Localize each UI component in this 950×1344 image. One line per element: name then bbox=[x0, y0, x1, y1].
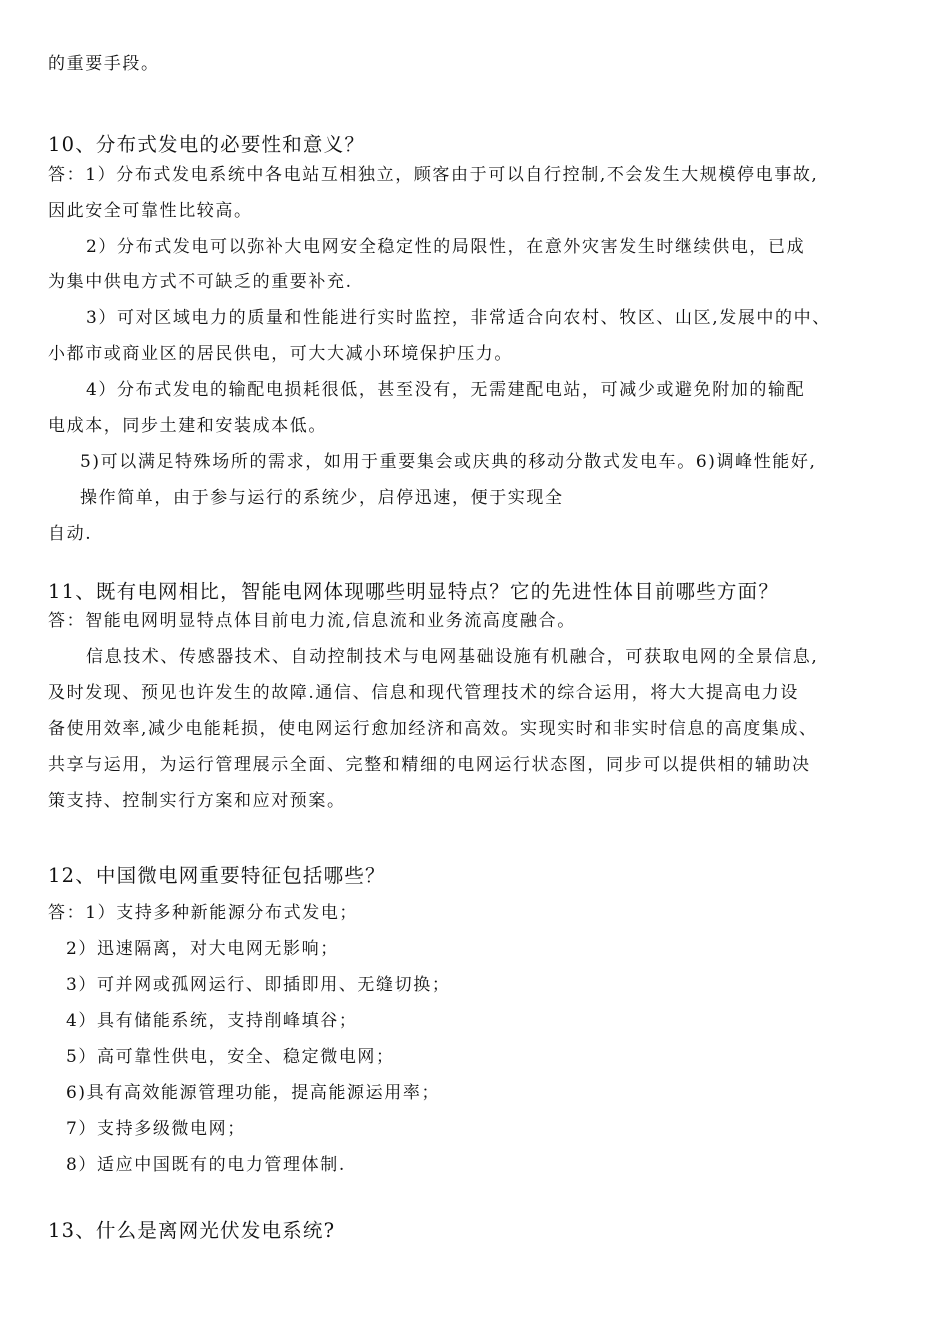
answer-line: 4）具有储能系统，支持削峰填谷； bbox=[66, 1011, 358, 1031]
answer-line: 答：智能电网明显特点体目前电力流,信息流和业务流高度融合。 bbox=[48, 611, 576, 631]
answer-line: 策支持、控制实行方案和应对预案。 bbox=[48, 791, 346, 811]
answer-line: 答：1）分布式发电系统中各电站互相独立，顾客由于可以自行控制,不会发生大规模停电事故, bbox=[48, 165, 819, 185]
question-11-title: 11、既有电网相比，智能电网体现哪些明显特点？它的先进性体目前哪些方面？ bbox=[48, 580, 780, 603]
answer-line: 4）分布式发电的输配电损耗很低，甚至没有，无需建配电站，可减少或避免附加的输配 bbox=[86, 380, 806, 400]
answer-line: 备使用效率,减少电能耗损，使电网运行愈加经济和高效。实现实时和非实时信息的高度集成、 bbox=[48, 719, 818, 739]
answer-line: 小都市或商业区的居民供电，可大大减小环境保护压力。 bbox=[48, 344, 513, 364]
answer-line: 答：1）支持多种新能源分布式发电； bbox=[48, 903, 359, 923]
answer-line: 8）适应中国既有的电力管理体制. bbox=[66, 1155, 346, 1175]
answer-line: 共享与运用，为运行管理展示全面、完整和精细的电网运行状态图，同步可以提供相的辅助决 bbox=[48, 755, 811, 775]
question-13-title: 13、什么是离网光伏发电系统? bbox=[48, 1219, 336, 1242]
answer-line: 为集中供电方式不可缺乏的重要补充. bbox=[48, 272, 353, 292]
answer-line: 2）分布式发电可以弥补大电网安全稳定性的局限性，在意外灾害发生时继续供电，已成 bbox=[86, 237, 806, 257]
answer-line: 5)可以满足特殊场所的需求，如用于重要集会或庆典的移动分散式发电车。6)调峰性能好, bbox=[80, 452, 817, 472]
answer-line: 因此安全可靠性比较高。 bbox=[48, 201, 253, 221]
answer-line: 信息技术、传感器技术、自动控制技术与电网基础设施有机融合，可获取电网的全景信息, bbox=[86, 647, 819, 667]
answer-line: 2）迅速隔离，对大电网无影响； bbox=[66, 939, 339, 959]
answer-line: 5）高可靠性供电，安全、稳定微电网； bbox=[66, 1047, 395, 1067]
answer-line: 3）可并网或孤网运行、即插即用、无缝切换； bbox=[66, 975, 451, 995]
answer-line: 6)具有高效能源管理功能，提高能源运用率； bbox=[66, 1083, 441, 1103]
question-12-title: 12、中国微电网重要特征包括哪些？ bbox=[48, 864, 386, 887]
answer-line: 7）支持多级微电网； bbox=[66, 1119, 246, 1139]
answer-line: 自动. bbox=[48, 524, 93, 544]
answer-line: 电成本，同步土建和安装成本低。 bbox=[48, 416, 327, 436]
answer-line: 3）可对区域电力的质量和性能进行实时监控，非常适合向农村、牧区、山区,发展中的中、 bbox=[86, 308, 831, 328]
question-10-title: 10、分布式发电的必要性和意义？ bbox=[48, 133, 366, 156]
answer-line: 及时发现、预见也许发生的故障.通信、信息和现代管理技术的综合运用，将大大提高电力设 bbox=[48, 683, 800, 703]
answer-line: 操作简单，由于参与运行的系统少，启停迅速，便于实现全 bbox=[80, 488, 564, 508]
intro-text: 的重要手段。 bbox=[48, 54, 160, 74]
